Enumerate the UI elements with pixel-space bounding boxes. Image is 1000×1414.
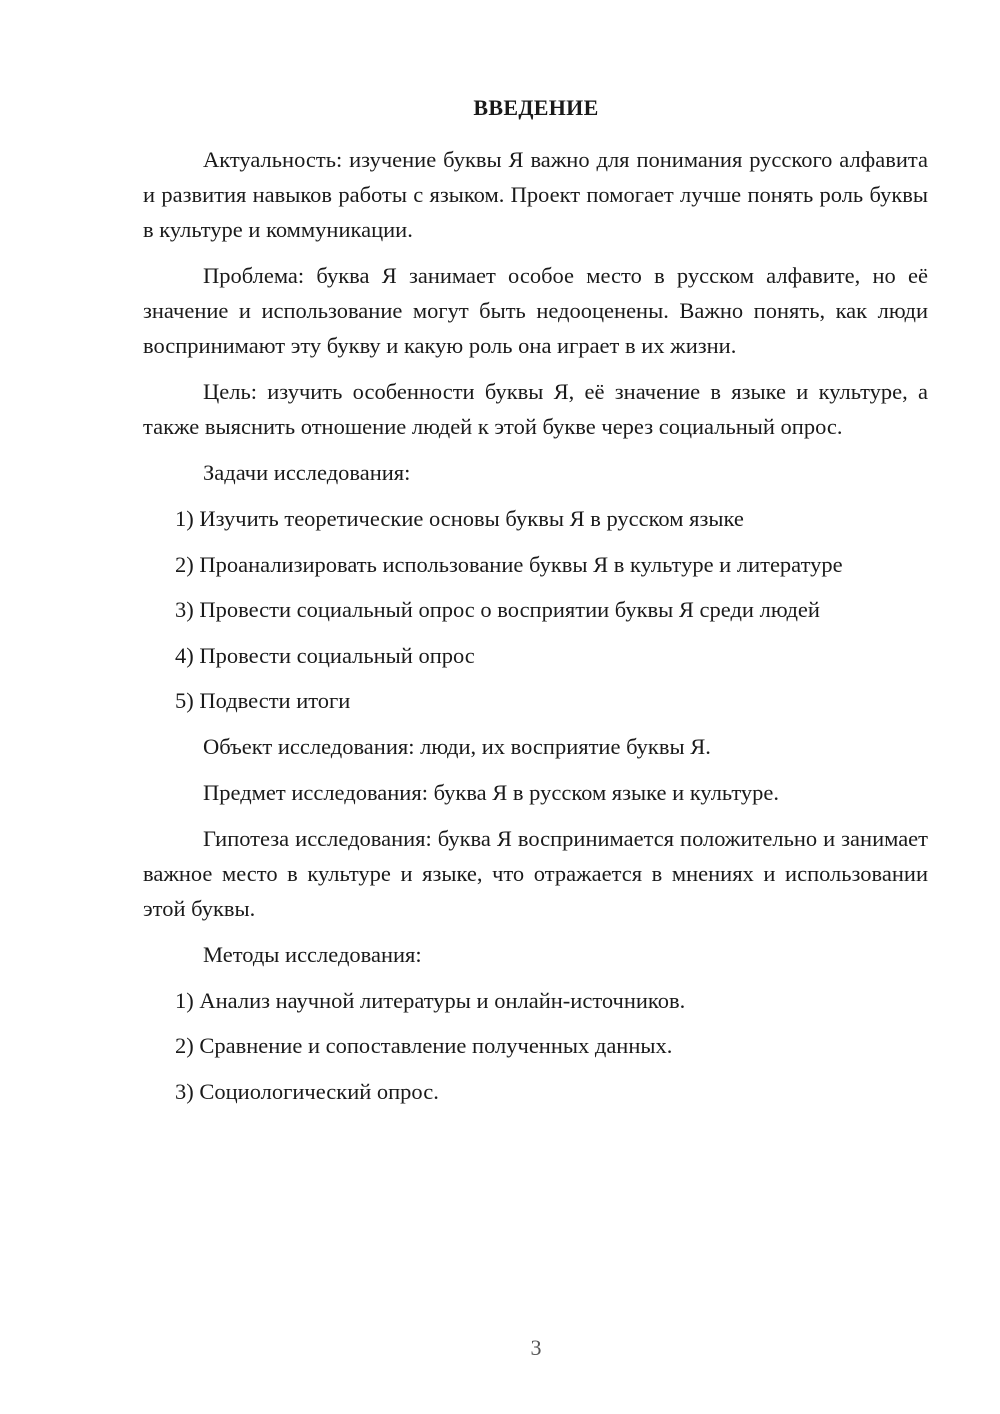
methods-heading: Методы исследования:: [203, 941, 422, 967]
hypothesis-paragraph: Гипотеза исследования: буква Я воспринимается положительно и занимает важное место в культуре и языке, что отражается в мнениях и использовании этой буквы.: [143, 825, 928, 921]
list-item: 3) Социологический опрос.: [175, 1078, 439, 1104]
subject-paragraph: Предмет исследования: буква Я в русском языке и культуре.: [203, 779, 779, 805]
list-item: 4) Провести социальный опрос: [175, 642, 475, 668]
methods-list: [143, 983, 928, 1109]
goal-paragraph: Цель: изучить особенности буквы Я, её значение в языке и культуре, а также выяснить отношение людей к этой букве через социальный опрос.: [143, 379, 928, 439]
relevance-paragraph: Актуальность: изучение буквы Я важно для понимания русского алфавита и развития навыков работы с языком. Проект помогает лучше понять роль буквы в культуре и коммуникации.: [143, 147, 928, 242]
list-item: 2) Сравнение и сопоставление полученных данных.: [175, 1033, 673, 1058]
list-item: 3) Провести социальный опрос о восприятии буквы Я среди людей: [175, 597, 820, 622]
list-item: 5) Подвести итоги: [175, 688, 351, 713]
problem-paragraph: Проблема: буква Я занимает особое место в русском алфавите, но её значение и использование могут быть недооценены. Важно понять, как люди воспринимают эту букву и какую роль она играет в их жизни.: [143, 263, 928, 358]
list-item: 1) Изучить теоретические основы буквы Я в русском языке: [175, 506, 744, 531]
object-paragraph: Объект исследования: люди, их восприятие буквы Я.: [203, 733, 711, 759]
tasks-heading: Задачи исследования:: [203, 460, 411, 485]
tasks-list: [143, 501, 928, 718]
section-heading: ВВЕДЕНИЕ: [473, 95, 599, 120]
list-item: 2) Проанализировать использование буквы Я в культуре и литературе: [175, 551, 843, 577]
list-item: 1) Анализ научной литературы и онлайн-источников.: [175, 987, 686, 1013]
page-body: [143, 142, 928, 1119]
page-number: 3: [530, 1335, 542, 1360]
